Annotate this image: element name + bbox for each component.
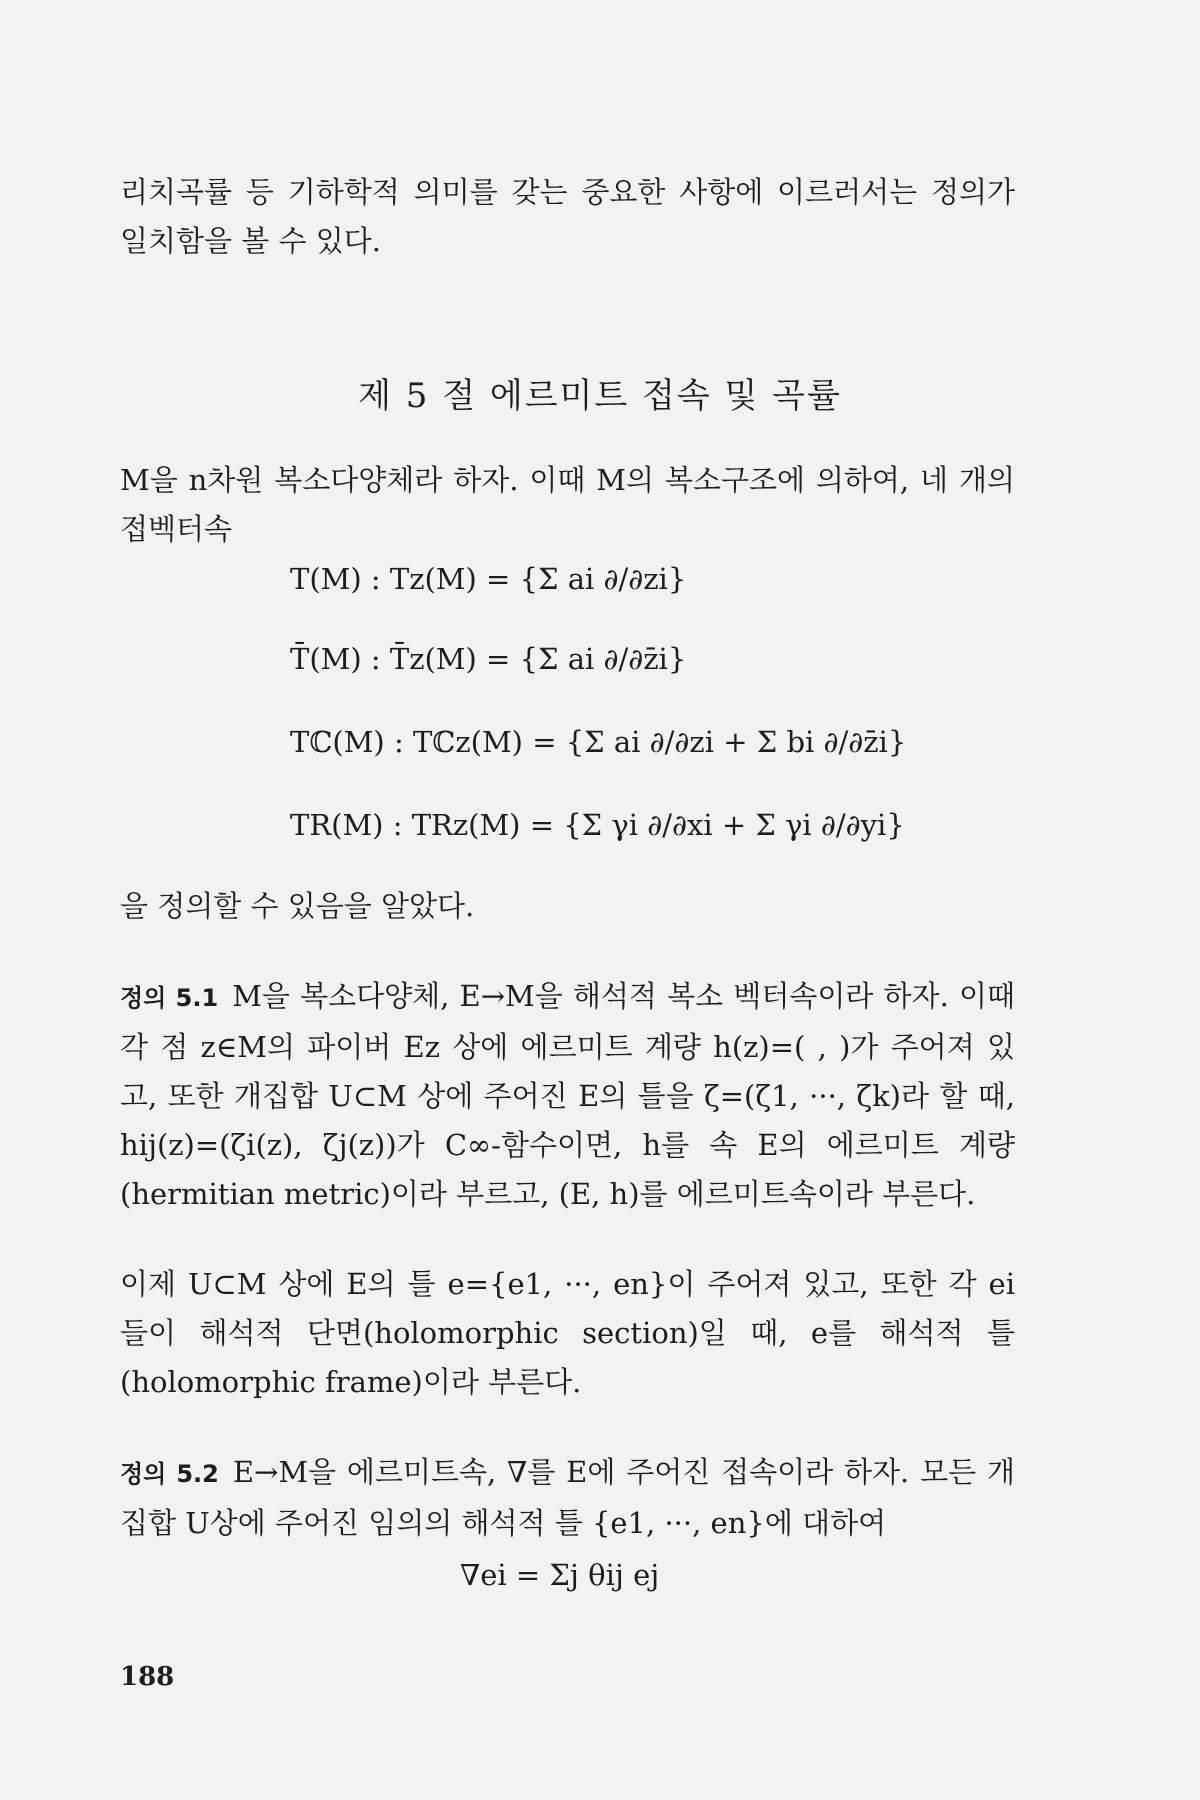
section-title: 제 5 절 에르미트 접속 및 곡률	[358, 376, 842, 416]
equation-4: TR(M) : TRz(M) = {Σ γi ∂/∂xi + Σ γi ∂/∂yi}	[290, 808, 905, 842]
equation-5: ∇ei = Σj θij ej	[460, 1558, 660, 1592]
definition-5-2-heading: 정의 5.2	[120, 1460, 219, 1488]
paragraph-frame: 이제 U⊂M 상에 E의 틀 e={e1, ···, en}이 주어져 있고, 또한 각 ei 들이 해석적 단면(holomorphic section)일 때, e를 해석적 틀(holomorphic frame)이라 부른다.	[120, 1267, 1015, 1399]
definition-5-2	[120, 1448, 1015, 1548]
equation-2: T̄(M) : T̄z(M) = {Σ ai ∂/∂z̄i}	[290, 642, 687, 676]
equation-1: T(M) : Tz(M) = {Σ ai ∂/∂zi}	[290, 562, 687, 596]
definition-5-1	[120, 972, 1015, 1219]
paragraph-defined: 을 정의할 수 있음을 알았다.	[120, 889, 475, 923]
paragraph-intro: M을 n차원 복소다양체라 하자. 이때 M의 복소구조에 의하여, 네 개의 접벡터속	[120, 463, 1015, 546]
definition-5-2-body: E→M을 에르미트속, ∇를 E에 주어진 접속이라 하자. 모든 개집합 U상에 주어진 임의의 해석적 틀 {e1, ···, en}에 대하여	[120, 1455, 1015, 1540]
definition-5-1-heading: 정의 5.1	[120, 984, 219, 1012]
definition-5-1-body: M을 복소다양체, E→M을 해석적 복소 벡터속이라 하자. 이때 각 점 z∈M의 파이버 Ez 상에 에르미트 계량 h(z)=( , )가 주어져 있고, 또한 개집합 U⊂M 상에 주어진 E의 틀을 ζ=(ζ1, ···, ζk)라 할 때, hij(z)=(ζi(z), ζj(z))가 C∞-함수이면, h를 속 E의 에르미트 계량(hermitian metric)이라 부르고, (E, h)를 에르미트속이라 부른다.	[120, 979, 1015, 1211]
page-number: 188	[120, 1662, 175, 1692]
equation-3: Tℂ(M) : Tℂz(M) = {Σ ai ∂/∂zi + Σ bi ∂/∂z̄i}	[290, 725, 907, 759]
paragraph-top: 리치곡률 등 기하학적 의미를 갖는 중요한 사항에 이르러서는 정의가 일치함을 볼 수 있다.	[120, 175, 1015, 258]
